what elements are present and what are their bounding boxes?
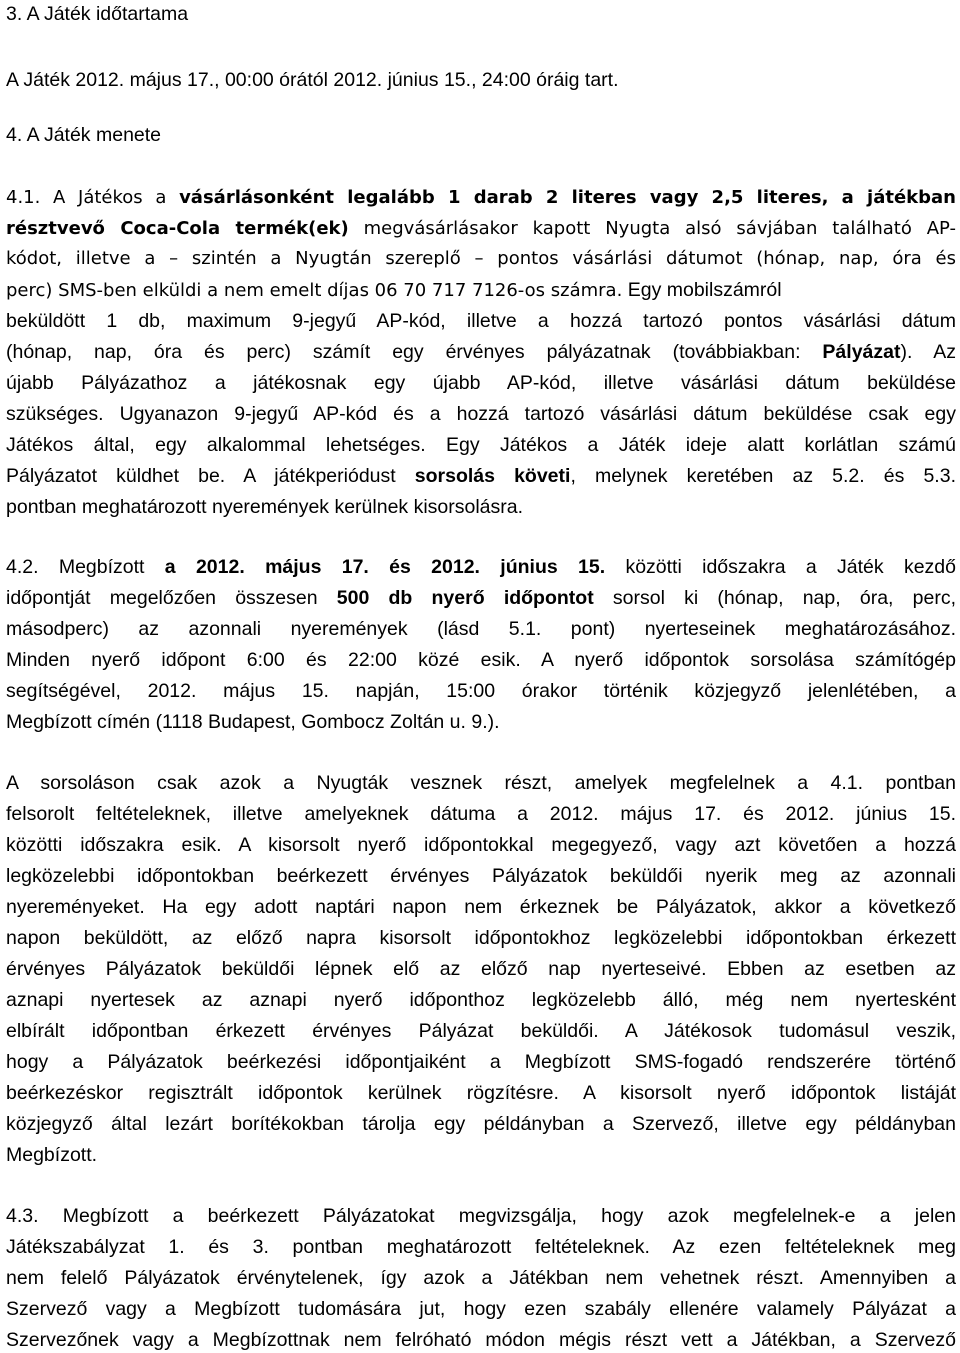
paragraph-4-2-line: időpontját megelőzően összesen 500 db nyerő időpontot sorsol ki (hónap, nap, óra, perc, bbox=[6, 587, 956, 609]
paragraph-sorsolas-line: aznapi nyertesek az aznapi nyerő időponthoz legközelebb álló, még nem nyertesként bbox=[6, 989, 956, 1011]
paragraph-4-1-line: 4.1. A Játékos a vásárlásonként legalább 1 darab 2 literes vagy 2,5 literes, a játékban bbox=[6, 187, 956, 208]
section-3-heading: 3. A Játék időtartama bbox=[6, 3, 189, 25]
paragraph-sorsolas-line: érvényes Pályázatok beküldői lépnek elő az előző nap nyerteseivé. Ebben az esetben az bbox=[6, 958, 956, 980]
paragraph-4-1-line: Játékos által, egy alkalommal lehetséges. Egy Játékos a Játék ideje alatt korlátlan számú bbox=[6, 434, 956, 456]
paragraph-sorsolas-line: közötti időszakra esik. A kisorsolt nyerő időpontokkal megegyező, vagy azt követően a hozzá bbox=[6, 834, 956, 856]
paragraph-4-1-line: résztvevő Coca-Cola termék(ek) megvásárlásakor kapott Nyugta alsó sávjában található AP- bbox=[6, 218, 957, 239]
section-3-body: A Játék 2012. május 17., 00:00 órától 2012. június 15., 24:00 óráig tart. bbox=[6, 69, 619, 91]
paragraph-4-1-line: Pályázatot küldhet be. A játékperiódust sorsolás követi, melynek keretében az 5.2. és 5.3. bbox=[6, 465, 956, 487]
paragraph-4-2-line: segítségével, 2012. május 15. napján, 15:00 órakor történik közjegyző jelenlétében, a bbox=[6, 680, 956, 702]
paragraph-4-1-line: (hónap, nap, óra és perc) számít egy érvényes pályázatnak (továbbiakban: Pályázat). Az bbox=[6, 341, 956, 363]
paragraph-sorsolas-line: elbírált időpontban érkezett érvényes Pályázat beküldői. A Játékosok tudomásul veszik, bbox=[6, 1020, 956, 1042]
paragraph-sorsolas-line: közjegyző által lezárt borítékokban tárolja egy példányban a Szervező, illetve egy példányban bbox=[6, 1113, 956, 1135]
paragraph-sorsolas-line: nyereményeket. Ha egy adott naptári napon nem érkeznek be Pályázatok, akkor a következő bbox=[6, 896, 956, 918]
paragraph-4-2-line: Megbízott címén (1118 Budapest, Gombocz Zoltán u. 9.). bbox=[6, 711, 500, 733]
paragraph-sorsolas-line: hogy a Pályázatok beérkezési időpontjaiként a Megbízott SMS-fogadó rendszerére történő bbox=[6, 1051, 956, 1073]
paragraph-4-3-line: nem felelő Pályázatok érvénytelenek, így azok a Játékban nem vehetnek részt. Amennyiben a bbox=[6, 1267, 956, 1289]
paragraph-sorsolas-line: beérkezéskor regisztrált időpontok kerülnek rögzítésre. A kisorsolt nyerő időpontok listáját bbox=[6, 1082, 956, 1104]
paragraph-4-1-line: perc) SMS-ben elküldi a nem emelt díjas 06 70 717 7126-os számra. Egy mobilszámról bbox=[6, 279, 782, 301]
paragraph-4-2-line: Minden nyerő időpont 6:00 és 22:00 közé esik. A nyerő időpontok sorsolása számítógép bbox=[6, 649, 956, 671]
paragraph-4-1-line: újabb Pályázathoz a játékosnak egy újabb AP-kód, illetve vásárlási dátum beküldése bbox=[6, 372, 956, 394]
paragraph-4-1-line: beküldött 1 db, maximum 9-jegyű AP-kód, illetve a hozzá tartozó pontos vásárlási dátum bbox=[6, 310, 956, 332]
paragraph-4-3-line: Játékszabályzat 1. és 3. pontban meghatározott feltételeknek. Az ezen feltételeknek meg bbox=[6, 1236, 956, 1258]
paragraph-4-1-line: szükséges. Ugyanazon 9-jegyű AP-kód és a hozzá tartozó vásárlási dátum beküldése csak egy bbox=[6, 403, 956, 425]
paragraph-sorsolas-line: felsorolt feltételeknek, illetve amelyeknek dátuma a 2012. május 17. és 2012. június 15. bbox=[6, 803, 956, 825]
paragraph-4-3-line: Szervezőnek vagy a Megbízottnak nem felróható módon mégis részt vett a Játékban, a Szervező bbox=[6, 1329, 956, 1351]
paragraph-sorsolas-line: A sorsoláson csak azok a Nyugták vesznek részt, amelyek megfelelnek a 4.1. pontban bbox=[6, 772, 956, 794]
paragraph-sorsolas-line: legközelebbi időpontokban beérkezett érvényes Pályázatok beküldői nyerik meg az azonnali bbox=[6, 865, 956, 887]
paragraph-4-1-line: kódot, illetve a – szintén a Nyugtán szereplő – pontos vásárlási dátumot (hónap, nap, óra és bbox=[6, 248, 956, 269]
paragraph-4-3-line: Szervező vagy a Megbízott tudomására jut, hogy ezen szabály ellenére valamely Pályázat a bbox=[6, 1298, 956, 1320]
paragraph-sorsolas-line: Megbízott. bbox=[6, 1144, 98, 1166]
section-4-heading: 4. A Játék menete bbox=[6, 124, 162, 146]
paragraph-4-2-line: 4.2. Megbízott a 2012. május 17. és 2012. június 15. közötti időszakra a Játék kezdő bbox=[6, 556, 957, 578]
paragraph-4-2-line: másodperc) az azonnali nyeremények (lásd 5.1. pont) nyerteseinek meghatározásához. bbox=[6, 618, 956, 640]
paragraph-4-1-line: pontban meghatározott nyeremények kerülnek kisorsolásra. bbox=[6, 496, 524, 518]
paragraph-sorsolas-line: napon beküldött, az előző napra kisorsolt időpontokhoz legközelebbi időpontokban érkezett bbox=[6, 927, 956, 949]
paragraph-4-3-line: 4.3. Megbízott a beérkezett Pályázatokat megvizsgálja, hogy azok megfelelnek-e a jelen bbox=[6, 1205, 956, 1227]
